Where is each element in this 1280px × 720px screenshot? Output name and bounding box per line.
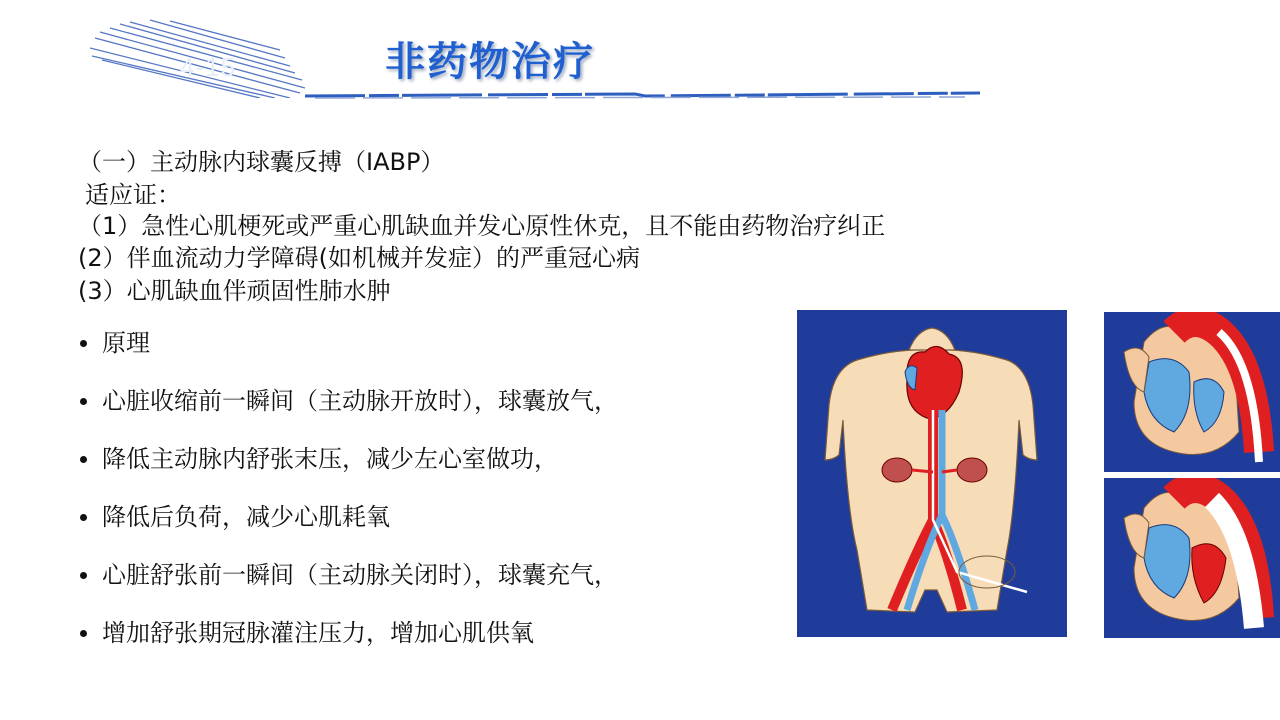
slide-title: 非药物治疗 [385,39,595,85]
torso-iabp-illustration [797,310,1067,637]
bullet-dot-icon [80,398,87,405]
bullet-dot-icon [80,630,87,637]
bullet-dot-icon [80,514,87,521]
indication-item-1: （1）急性心肌梗死或严重心肌缺血并发心原性休克，且不能由药物治疗纠正 [78,212,886,240]
indication-item-3: (3）心肌缺血伴顽固性肺水肿 [78,277,391,305]
bullet-item [78,500,618,558]
title-underline-decoration [305,88,980,102]
bullet-item [78,558,618,616]
bullet-list [78,326,618,674]
bullet-dot-icon [80,340,87,347]
bullet-dot-icon [80,572,87,579]
bullet-text: 降低主动脉内舒张末压，减少左心室做功， [102,445,558,473]
indications-label: 适应证： [85,181,181,209]
bullet-text: 增加舒张期冠脉灌注压力，增加心肌供氧 [102,619,534,647]
bullet-text: 心脏收缩前一瞬间（主动脉开放时），球囊放气， [102,387,618,415]
bullet-text: 原理 [102,329,150,357]
bullet-item [78,616,618,674]
bullet-text: 降低后负荷，减少心肌耗氧 [102,503,390,531]
heart-balloon-deflated-illustration [1104,312,1280,472]
section-heading: （一）主动脉内球囊反搏（IABP） [78,148,445,176]
indication-item-2: (2）伴血流动力学障碍(如机械并发症）的严重冠心病 [78,244,640,272]
bullet-dot-icon [80,456,87,463]
bullet-text: 心脏舒张前一瞬间（主动脉关闭时），球囊充气， [102,561,618,589]
slide-number: 4-15 [180,52,237,82]
bullet-item [78,442,618,500]
bullet-item [78,384,618,442]
bullet-item [78,326,618,384]
heart-balloon-inflated-illustration [1104,478,1280,638]
